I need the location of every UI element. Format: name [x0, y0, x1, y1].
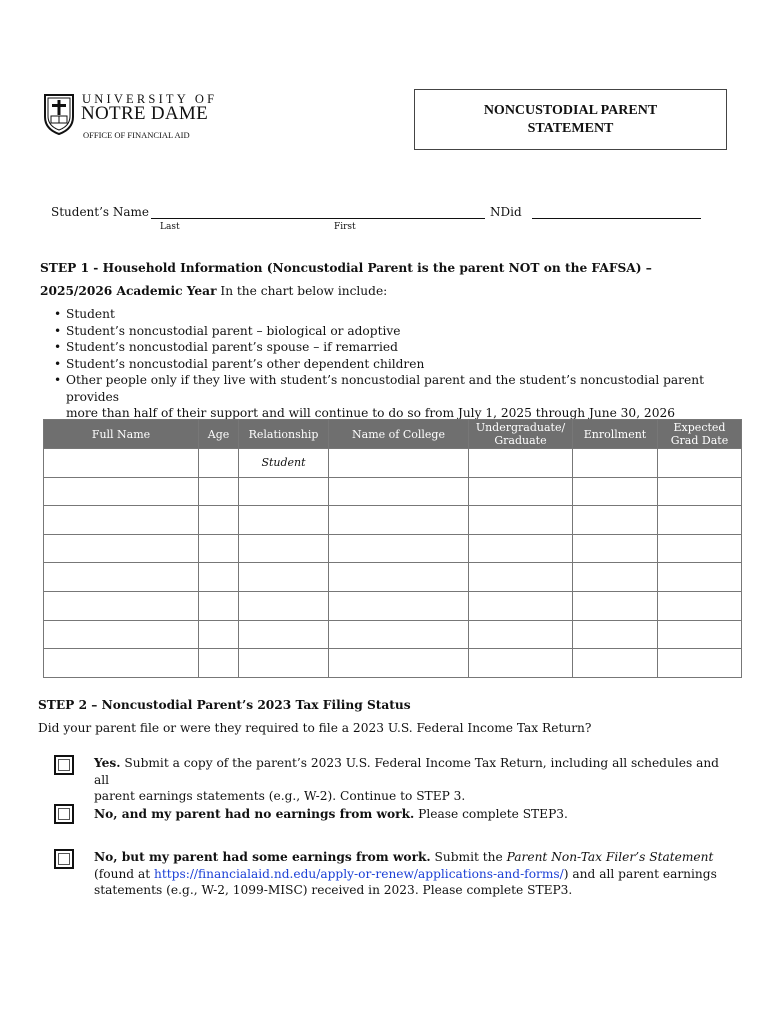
list-item: • Student’s noncustodial parent’s other dependent children [40, 356, 740, 373]
table-cell[interactable] [199, 477, 239, 506]
office-name: OFFICE OF FINANCIAL AID [83, 130, 190, 140]
table-cell[interactable] [199, 506, 239, 535]
table-row [44, 620, 742, 649]
table-cell[interactable] [44, 534, 199, 563]
step2-question: Did your parent file or were they required to file a 2023 U.S. Federal Income Tax Return? [38, 721, 592, 735]
student-name-label: Student’s Name [51, 205, 150, 219]
table-row [44, 591, 742, 620]
list-item-continued: more than half of their support and will continue to do so from July 1, 2025 through June 30, 2026 [66, 406, 675, 420]
table-cell[interactable] [573, 449, 658, 478]
table-cell[interactable] [573, 506, 658, 535]
option-some-earnings-desc: Submit the [430, 850, 507, 864]
table-cell[interactable] [469, 620, 573, 649]
university-name-top: UNIVERSITY OF [82, 92, 218, 106]
option-no-earnings-label: No, and my parent had no earnings from work. [94, 807, 415, 821]
table-cell[interactable] [658, 534, 742, 563]
table-cell[interactable] [239, 563, 329, 592]
some-earnings-checkbox[interactable] [54, 849, 74, 869]
list-item: • Student’s noncustodial parent – biological or adoptive [40, 323, 740, 340]
table-cell[interactable] [329, 649, 469, 678]
table-cell[interactable] [469, 591, 573, 620]
household-table [43, 419, 742, 678]
table-cell[interactable] [239, 477, 329, 506]
table-cell[interactable] [573, 477, 658, 506]
table-cell[interactable] [239, 620, 329, 649]
table-row [44, 563, 742, 592]
forms-link[interactable]: https://financialaid.nd.edu/apply-or-renew/applications-and-forms/ [154, 866, 564, 881]
step1-intro: In the chart below include: [216, 284, 388, 298]
ndid-field[interactable] [532, 218, 701, 219]
step2-title: STEP 2 – Noncustodial Parent’s 2023 Tax Filing Status [38, 698, 411, 712]
form-title-line1: NONCUSTODIAL PARENT [483, 102, 658, 118]
option-yes-desc: Submit a copy of the parent’s 2023 U.S. Federal Income Tax Return, including all schedules and all [94, 756, 719, 787]
table-cell[interactable] [44, 506, 199, 535]
option-some-earnings-text [94, 849, 734, 899]
table-cell[interactable] [658, 591, 742, 620]
col-header-relationship: Relationship [239, 420, 329, 449]
table-cell[interactable] [469, 477, 573, 506]
found-at-suffix: ) and all parent earnings [563, 866, 717, 881]
last-name-label: Last [160, 222, 180, 232]
table-cell[interactable] [44, 591, 199, 620]
table-cell[interactable] [573, 534, 658, 563]
table-cell[interactable] [469, 563, 573, 592]
table-cell[interactable] [573, 620, 658, 649]
table-cell[interactable] [573, 563, 658, 592]
table-cell[interactable] [199, 649, 239, 678]
non-tax-filer-form-name: Parent Non-Tax Filer’s Statement [506, 850, 714, 864]
option-some-earnings-line3: statements (e.g., W-2, 1099-MISC) received in 2023. Please complete STEP3. [94, 883, 573, 897]
notre-dame-seal-icon [43, 93, 75, 135]
option-yes-label: Yes. [94, 756, 121, 770]
form-title-line2: STATEMENT [527, 120, 614, 136]
option-yes-desc-line2: parent earnings statements (e.g., W-2). Continue to STEP 3. [94, 789, 466, 803]
table-cell[interactable] [239, 591, 329, 620]
table-row [44, 534, 742, 563]
form-title-box [414, 89, 727, 150]
option-no-earnings-desc: Please complete STEP3. [414, 807, 568, 821]
table-cell[interactable] [469, 449, 573, 478]
option-no-earnings-text [94, 806, 734, 823]
found-at-prefix: (found at [94, 866, 155, 881]
table-cell[interactable] [199, 449, 239, 478]
step1-year-line [40, 283, 387, 300]
table-row [44, 649, 742, 678]
table-cell[interactable] [44, 649, 199, 678]
table-cell[interactable] [199, 591, 239, 620]
table-cell[interactable] [329, 506, 469, 535]
table-cell[interactable] [329, 477, 469, 506]
table-cell[interactable] [658, 649, 742, 678]
table-cell[interactable] [329, 620, 469, 649]
col-header-age: Age [199, 420, 239, 449]
option-yes-text [94, 755, 734, 805]
table-cell[interactable] [44, 563, 199, 592]
table-cell[interactable] [239, 506, 329, 535]
step1-bullet-list [40, 306, 740, 422]
col-header-level: Undergraduate/ Graduate [469, 420, 573, 449]
table-row [44, 477, 742, 506]
table-cell[interactable] [469, 506, 573, 535]
col-header-grad-date: Expected Grad Date [658, 420, 742, 449]
col-header-college: Name of College [329, 420, 469, 449]
table-header-row [44, 420, 742, 449]
col-header-full-name: Full Name [44, 420, 199, 449]
table-cell[interactable] [658, 477, 742, 506]
ndid-label: NDid [490, 205, 522, 219]
table-cell[interactable] [329, 449, 469, 478]
list-item: • Student [40, 306, 740, 323]
step1-title: STEP 1 - Household Information (Noncustodial Parent is the parent NOT on the FAFSA) – [40, 261, 652, 275]
table-cell[interactable] [199, 534, 239, 563]
option-some-earnings-label: No, but my parent had some earnings from work. [94, 850, 431, 864]
list-item: • Other people only if they live with student’s noncustodial parent and the student’s noncustodial parent provides [40, 372, 740, 405]
col-header-enrollment: Enrollment [573, 420, 658, 449]
yes-checkbox[interactable] [54, 755, 74, 775]
table-cell[interactable] [469, 649, 573, 678]
table-cell[interactable] [44, 449, 199, 478]
no-earnings-checkbox[interactable] [54, 804, 74, 824]
table-cell[interactable] [658, 620, 742, 649]
table-cell[interactable] [658, 506, 742, 535]
table-cell[interactable] [199, 563, 239, 592]
table-cell-relationship: Student [239, 449, 329, 478]
table-row [44, 449, 742, 478]
table-cell[interactable] [469, 534, 573, 563]
first-name-label: First [334, 222, 356, 232]
table-cell[interactable] [573, 649, 658, 678]
table-cell[interactable] [44, 477, 199, 506]
student-name-field[interactable] [151, 218, 485, 219]
table-cell[interactable] [44, 620, 199, 649]
table-cell[interactable] [658, 449, 742, 478]
table-row [44, 506, 742, 535]
table-cell[interactable] [239, 649, 329, 678]
table-cell[interactable] [329, 534, 469, 563]
table-cell[interactable] [329, 591, 469, 620]
table-cell[interactable] [329, 563, 469, 592]
table-cell[interactable] [573, 591, 658, 620]
table-cell[interactable] [658, 563, 742, 592]
academic-year: 2025/2026 Academic Year [40, 284, 217, 298]
table-cell[interactable] [199, 620, 239, 649]
university-name-main: NOTRE DAME [81, 103, 209, 124]
table-cell[interactable] [239, 534, 329, 563]
list-item: • Student’s noncustodial parent’s spouse – if remarried [40, 339, 740, 356]
